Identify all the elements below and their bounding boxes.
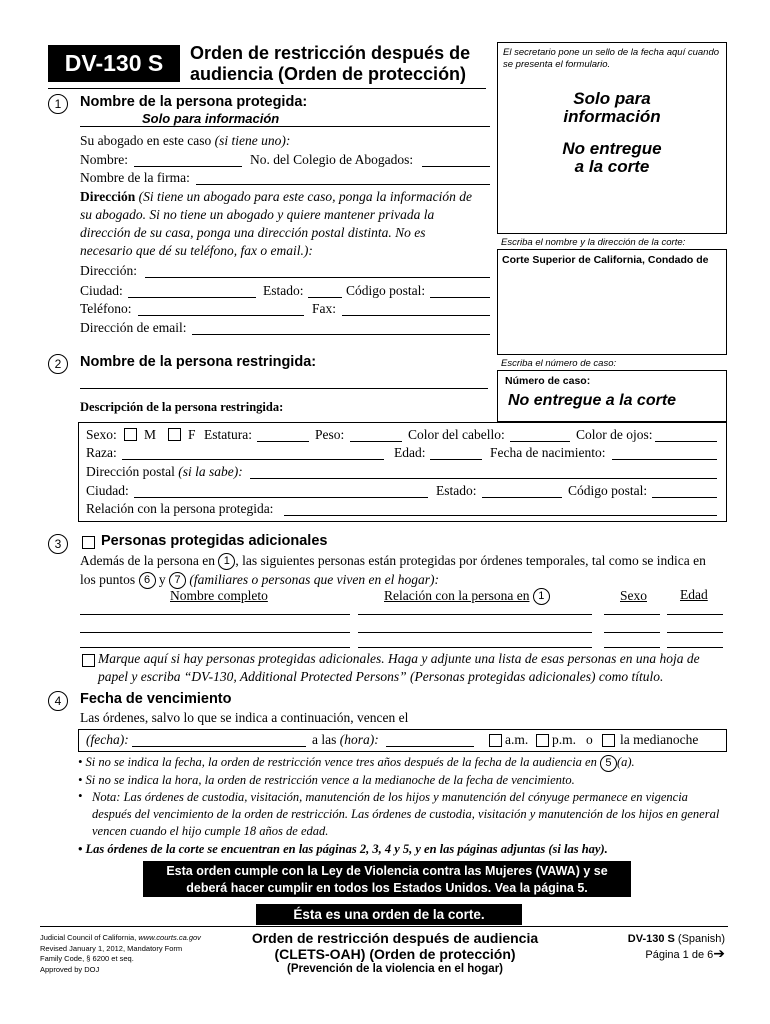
person1-sex-field[interactable] [604, 614, 660, 615]
race-label: Raza: [86, 445, 117, 460]
am-label: a.m. [505, 732, 529, 747]
court-label: Escriba el nombre y la dirección de la corte: [501, 237, 686, 248]
lawyer-name-field[interactable] [134, 166, 242, 167]
person1-age-field[interactable] [667, 614, 723, 615]
hair-label: Color del cabello: [408, 427, 505, 442]
footer-page-info: DV-130 S (Spanish) Página 1 de 6➔ [627, 933, 725, 961]
hair-field[interactable] [510, 441, 570, 442]
age-field[interactable] [430, 459, 482, 460]
form-title [190, 43, 490, 85]
city-field[interactable] [128, 297, 256, 298]
firm-field[interactable] [196, 184, 490, 185]
additional-persons-checkbox[interactable] [82, 654, 95, 667]
info-only-stamp: Solo para información [563, 89, 661, 126]
section-1-number: 1 [48, 94, 68, 114]
person3-name-field[interactable] [80, 647, 350, 648]
court-box [497, 249, 727, 355]
next-page-arrow-icon: ➔ [713, 945, 725, 961]
clerk-note: El secretario pone un sello de la fecha aquí cuando se presenta el formulario. [503, 47, 720, 70]
vawa-banner [143, 861, 631, 897]
hour-field[interactable] [386, 746, 474, 747]
restrained-name-field[interactable] [80, 388, 488, 389]
zip2-label: Código postal: [568, 483, 648, 498]
city2-label: Ciudad: [86, 483, 129, 498]
phone-field[interactable] [138, 315, 304, 316]
fax-label: Fax: [312, 301, 337, 316]
date-field[interactable] [132, 746, 306, 747]
vawa-line1: Esta orden cumple con la Ley de Violencia contra las Mujeres (VAWA) y se [166, 864, 608, 878]
city2-field[interactable] [134, 497, 428, 498]
age-label: Edad: [394, 445, 426, 460]
footer-meta: Judicial Council of California, www.courts.ca.gov Revised January 1, 2012, Mandatory Form Family Code, § 6200 et seq. Approved by DOJ [40, 933, 201, 974]
section-3-text2: los puntos 6 y 7 (familiares o personas que viven en el hogar): [80, 572, 439, 589]
pm-checkbox[interactable] [536, 734, 549, 747]
dob-label: Fecha de nacimiento: [490, 445, 606, 460]
midnight-label: la medianoche [620, 732, 699, 747]
email-field[interactable] [192, 334, 490, 335]
expiration-bullet-4: • Las órdenes de la corte se encuentran en las páginas 2, 3, 4 y 5, y en las páginas adjuntas (si las hay). [78, 842, 608, 856]
case-number-box [497, 370, 727, 422]
person2-relation-field[interactable] [358, 632, 592, 633]
sex-m-label: M [144, 427, 157, 442]
case-number-field[interactable]: No entregue a la corte [508, 392, 677, 409]
section-3-text1: Además de la persona en 1 , las siguientes personas están protegidas por órdenes temporales, tal como se indica en [80, 553, 706, 570]
section-3-number: 3 [48, 534, 68, 554]
no-deliver-stamp: No entregue a la corte [562, 139, 662, 176]
col-name-header: Nombre completo [170, 588, 268, 603]
bar-number-label: No. del Colegio de Abogados: [250, 152, 414, 167]
person1-relation-field[interactable] [358, 614, 592, 615]
hour-label: a las (hora): [312, 732, 379, 747]
am-checkbox[interactable] [489, 734, 502, 747]
state-field[interactable] [308, 297, 342, 298]
person2-age-field[interactable] [667, 632, 723, 633]
person3-sex-field[interactable] [604, 647, 660, 648]
address-label: Dirección: [80, 263, 137, 278]
state-label: Estado: [263, 283, 304, 298]
section-3-checkbox[interactable] [82, 536, 95, 549]
description-title: Descripción de la persona restringida: [80, 400, 284, 414]
section-1-title: Nombre de la persona protegida: [80, 94, 308, 110]
bar-number-field[interactable] [422, 166, 490, 167]
footer-title: Orden de restricción después de audiencia (CLETS-OAH) (Orden de protección) (Prevención de la violencia en el hogar) [251, 930, 539, 975]
email-label: Dirección de email: [80, 320, 187, 335]
pm-label: p.m. [552, 732, 577, 747]
zip-field[interactable] [430, 297, 490, 298]
additional-persons-text: Marque aquí si hay personas protegidas adicionales. Haga y adjunte una lista de esas personas en una hoja de papel y escriba “DV-130, Additional Protected Persons” (Personas protegidas adicionales) como título. [98, 651, 700, 684]
section-3-title: Personas protegidas adicionales [101, 533, 328, 549]
vawa-line2: deberá hacer cumplir en todos los Estados Unidos. Vea la página 5. [186, 881, 588, 895]
mail-label: Dirección postal (si la sabe): [86, 464, 243, 479]
weight-field[interactable] [350, 441, 402, 442]
fax-field[interactable] [342, 315, 490, 316]
expiration-intro: Las órdenes, salvo lo que se indica a continuación, vencen el [80, 710, 409, 725]
phone-label: Teléfono: [80, 301, 132, 316]
firm-label: Nombre de la firma: [80, 170, 190, 185]
court-name-field[interactable]: Corte Superior de California, Condado de [502, 254, 709, 266]
form-number-badge: DV-130 S [48, 45, 180, 82]
person3-age-field[interactable] [667, 647, 723, 648]
race-field[interactable] [122, 459, 384, 460]
midnight-checkbox[interactable] [602, 734, 615, 747]
sex-f-label: F [188, 427, 196, 442]
or-label: o [586, 732, 593, 747]
section-2-title: Nombre de la persona restringida: [80, 354, 317, 370]
eyes-label: Color de ojos: [576, 427, 653, 442]
form-title-line1: Orden de restricción después de [190, 43, 471, 63]
eyes-field[interactable] [655, 441, 717, 442]
relation-field[interactable] [284, 515, 717, 516]
person3-relation-field[interactable] [358, 647, 592, 648]
person2-sex-field[interactable] [604, 632, 660, 633]
city-label: Ciudad: [80, 283, 123, 298]
expiration-bullet-2: • Si no se indica la hora, la orden de restricción vence a la medianoche de la fecha de vencimiento. [78, 773, 575, 787]
relation-label: Relación con la persona protegida: [86, 501, 274, 516]
court-order-banner: Ésta es una orden de la corte. [256, 904, 522, 925]
lawyer-label: Su abogado en este caso (si tiene uno): [80, 133, 291, 148]
col-relation-header: Relación con la persona en 1 [384, 588, 550, 605]
form-title-line2: audiencia (Orden de protección) [190, 64, 467, 84]
col-age-header: Edad [680, 587, 708, 602]
dob-field[interactable] [612, 459, 717, 460]
sex-f-checkbox[interactable] [168, 428, 181, 441]
mail-field[interactable] [250, 478, 717, 479]
expiration-bullet-1: • Si no se indica la fecha, la orden de restricción vence tres años después de la fecha de la audiencia en 5 (a). [78, 754, 723, 772]
lawyer-name-label: Nombre: [80, 152, 128, 167]
protected-name-field[interactable]: Solo para información [142, 111, 280, 126]
state2-label: Estado: [436, 483, 477, 498]
zip-label: Código postal: [346, 283, 426, 298]
address-instructions: Dirección (Si tiene un abogado para este caso, ponga la información de su abogado. Si no tiene un abogado y quiere mantener privada la dirección de su casa, ponga una dirección postal distinta. No es necesario que dé su teléfono, fax o email.): [80, 189, 472, 258]
state2-field[interactable] [482, 497, 562, 498]
sex-label: Sexo: [86, 427, 117, 442]
zip2-field[interactable] [652, 497, 717, 498]
date-label: (fecha): [86, 732, 129, 747]
clerk-stamp-box [497, 42, 727, 234]
height-field[interactable] [257, 441, 309, 442]
section-4-title: Fecha de vencimiento [80, 691, 232, 707]
person2-name-field[interactable] [80, 632, 350, 633]
weight-label: Peso: [315, 427, 345, 442]
col-sex-header: Sexo [620, 588, 647, 603]
person1-name-field[interactable] [80, 614, 350, 615]
case-number-label: Número de caso: [505, 375, 591, 387]
case-label: Escriba el número de caso: [501, 358, 617, 369]
section-2-number: 2 [48, 354, 68, 374]
section-4-number: 4 [48, 691, 68, 711]
height-label: Estatura: [204, 427, 252, 442]
sex-m-checkbox[interactable] [124, 428, 137, 441]
address-field[interactable] [145, 277, 490, 278]
